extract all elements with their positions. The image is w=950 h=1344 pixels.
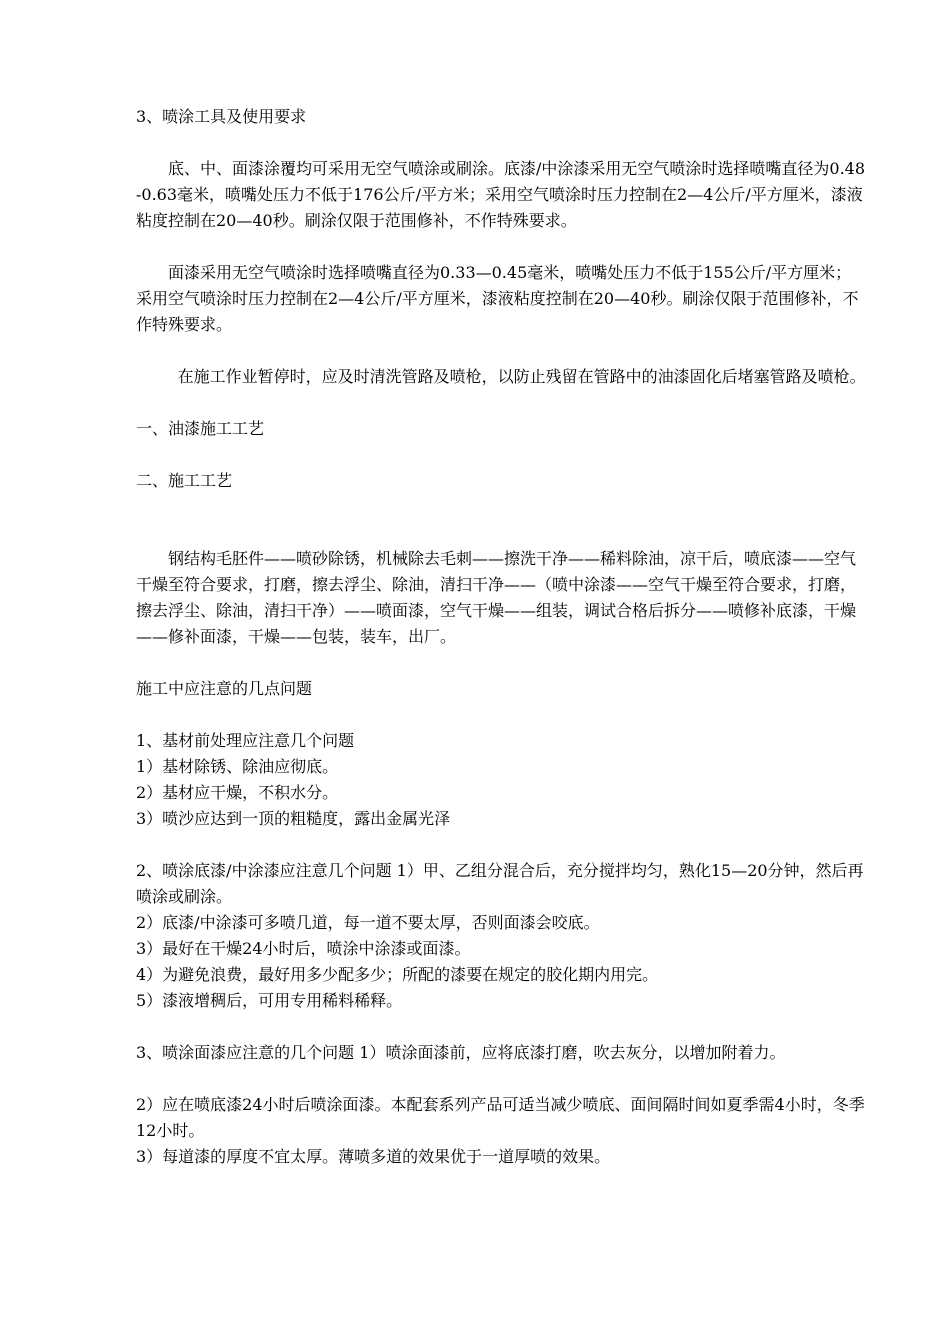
list-title: 3、喷涂面漆应注意的几个问题 1）喷涂面漆前，应将底漆打磨，吹去灰分，以增加附着力。 (136, 1043, 786, 1062)
list-title: 1、基材前处理应注意几个问题 (136, 731, 355, 750)
paragraph-primer-spray: 底、中、面漆涂覆均可采用无空气喷涂或刷涂。底漆/中涂漆采用无空气喷涂时选择喷嘴直径为0.48-0.63毫米，喷嘴处压力不低于176公斤/平方米；采用空气喷涂时压力控制在2—4公斤/平方厘米，漆液粘度控制在20—40秒。刷涂仅限于范围修补，不作特殊要求。 (136, 159, 866, 230)
section-heading-spray-tools: 3、喷涂工具及使用要求 (136, 107, 307, 126)
paragraph-process-flow: 钢结构毛胚件——喷砂除锈，机械除去毛刺——擦洗干净——稀料除油，凉干后，喷底漆——空气干燥至符合要求，打磨，擦去浮尘、除油，清扫干净——（喷中涂漆——空气干燥至符合要求，打磨，擦去浮尘、除油，清扫干净）——喷面漆，空气干燥——组装，调试合格后拆分——喷修补底漆，干燥——修补面漆，干燥——包装，装车，出厂。 (136, 549, 857, 646)
document-page (136, 104, 866, 1170)
list-item: 3）最好在干燥24小时后，喷涂中涂漆或面漆。 (136, 939, 471, 958)
list-primer-precautions (136, 858, 866, 1014)
list-substrate-treatment (136, 728, 866, 832)
list-item: 4）为避免浪费，最好用多少配多少；所配的漆要在规定的胶化期内用完。 (136, 965, 659, 984)
list-item: 3）每道漆的厚度不宜太厚。薄喷多道的效果优于一道厚喷的效果。 (136, 1147, 611, 1166)
list-item: 2）基材应干燥，不积水分。 (136, 783, 339, 802)
list-title: 2、喷涂底漆/中涂漆应注意几个问题 1）甲、乙组分混合后，充分搅拌均匀，熟化15—20分钟，然后再喷涂或刷涂。 (136, 861, 864, 906)
list-item: 1）基材除锈、除油应彻底。 (136, 757, 339, 776)
list-item: 2）应在喷底漆24小时后喷涂面漆。本配套系列产品可适当减少喷底、面间隔时间如夏季需4小时，冬季12小时。 (136, 1095, 865, 1140)
paragraph-topcoat-spray: 面漆采用无空气喷涂时选择喷嘴直径为0.33—0.45毫米，喷嘴处压力不低于155公斤/平方厘米；采用空气喷涂时压力控制在2—4公斤/平方厘米，漆液粘度控制在20—40秒。刷涂仅限于范围修补，不作特殊要求。 (136, 263, 859, 334)
paragraph-cleaning: 在施工作业暂停时，应及时清洗管路及喷枪，以防止残留在管路中的油漆固化后堵塞管路及喷枪。 (177, 367, 866, 386)
list-topcoat-precautions (136, 1040, 866, 1170)
list-item: 3）喷沙应达到一顶的粗糙度，露出金属光泽 (136, 809, 451, 828)
section-heading-paint-process: 一、油漆施工工艺 (136, 419, 265, 438)
section-heading-construction-process: 二、施工工艺 (136, 471, 233, 490)
section-heading-precautions: 施工中应注意的几点问题 (136, 679, 313, 698)
list-item: 2）底漆/中涂漆可多喷几道，每一道不要太厚，否则面漆会咬底。 (136, 913, 600, 932)
list-item: 5）漆液增稠后，可用专用稀料稀释。 (136, 991, 403, 1010)
